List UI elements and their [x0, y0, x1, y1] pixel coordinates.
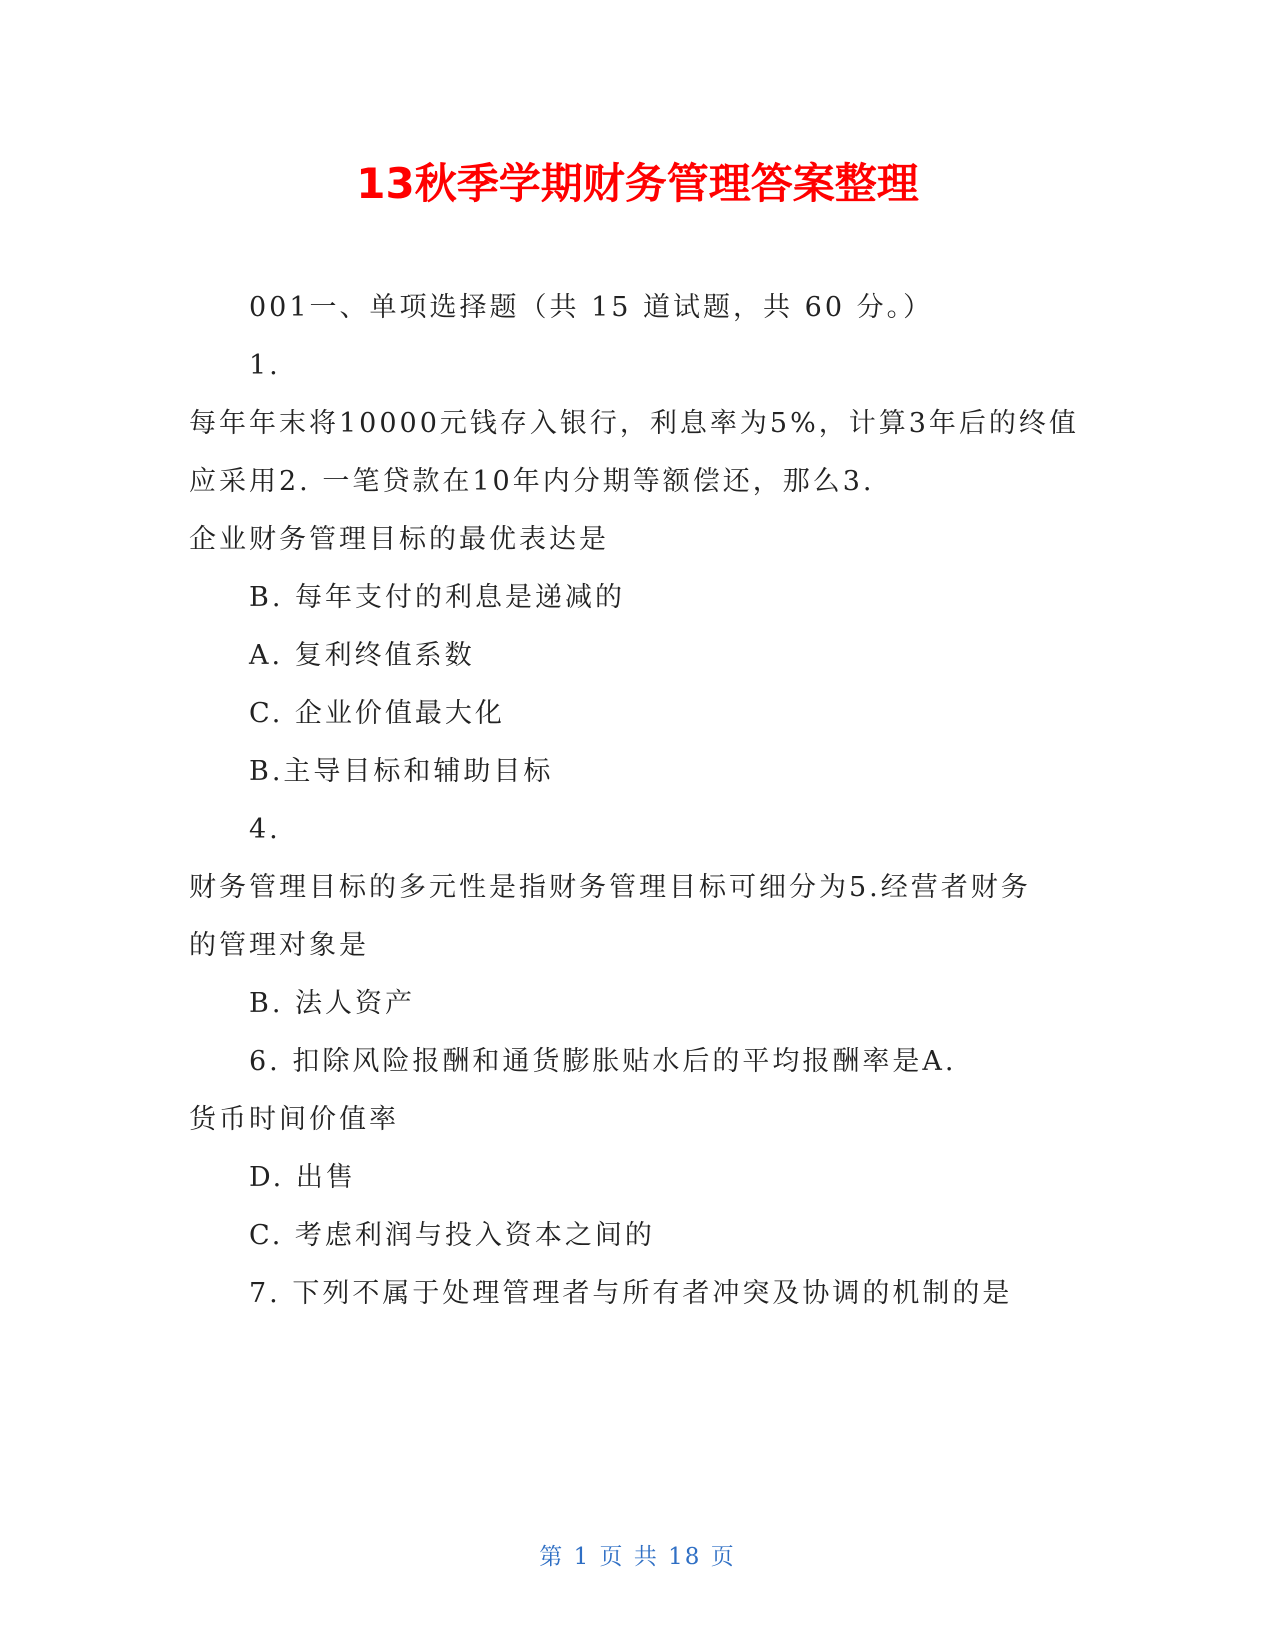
answer-option: B.主导目标和辅助目标 [249, 756, 554, 787]
answer-option: C. 考虑利润与投入资本之间的 [249, 1220, 655, 1251]
question-text: 每年年末将10000元钱存入银行，利息率为5%，计算3年后的终值 [189, 408, 1079, 439]
question-number: 4. [249, 814, 281, 845]
question-number: 1. [249, 350, 281, 381]
page-footer: 第 1 页 共 18 页 [539, 1544, 736, 1570]
question-text: 6. 扣除风险报酬和通货膨胀贴水后的平均报酬率是A. [249, 1046, 957, 1077]
question-text: 企业财务管理目标的最优表达是 [189, 524, 609, 555]
answer-option: A. 复利终值系数 [249, 640, 475, 671]
question-text: 财务管理目标的多元性是指财务管理目标可细分为5.经营者财务 [189, 872, 1031, 903]
document-title: 13秋季学期财务管理答案整理 [356, 159, 919, 208]
answer-option: B. 每年支付的利息是递减的 [249, 582, 626, 613]
answer-option: C. 企业价值最大化 [249, 698, 505, 729]
answer-option: 货币时间价值率 [189, 1104, 399, 1135]
answer-option: D. 出售 [249, 1162, 356, 1193]
question-text: 的管理对象是 [189, 930, 369, 961]
section-heading: 001一、单项选择题（共 15 道试题，共 60 分。） [249, 292, 934, 323]
answer-option: B. 法人资产 [249, 988, 416, 1019]
question-text: 应采用2. 一笔贷款在10年内分期等额偿还，那么3. [189, 466, 875, 497]
question-text: 7. 下列不属于处理管理者与所有者冲突及协调的机制的是 [249, 1278, 1013, 1309]
